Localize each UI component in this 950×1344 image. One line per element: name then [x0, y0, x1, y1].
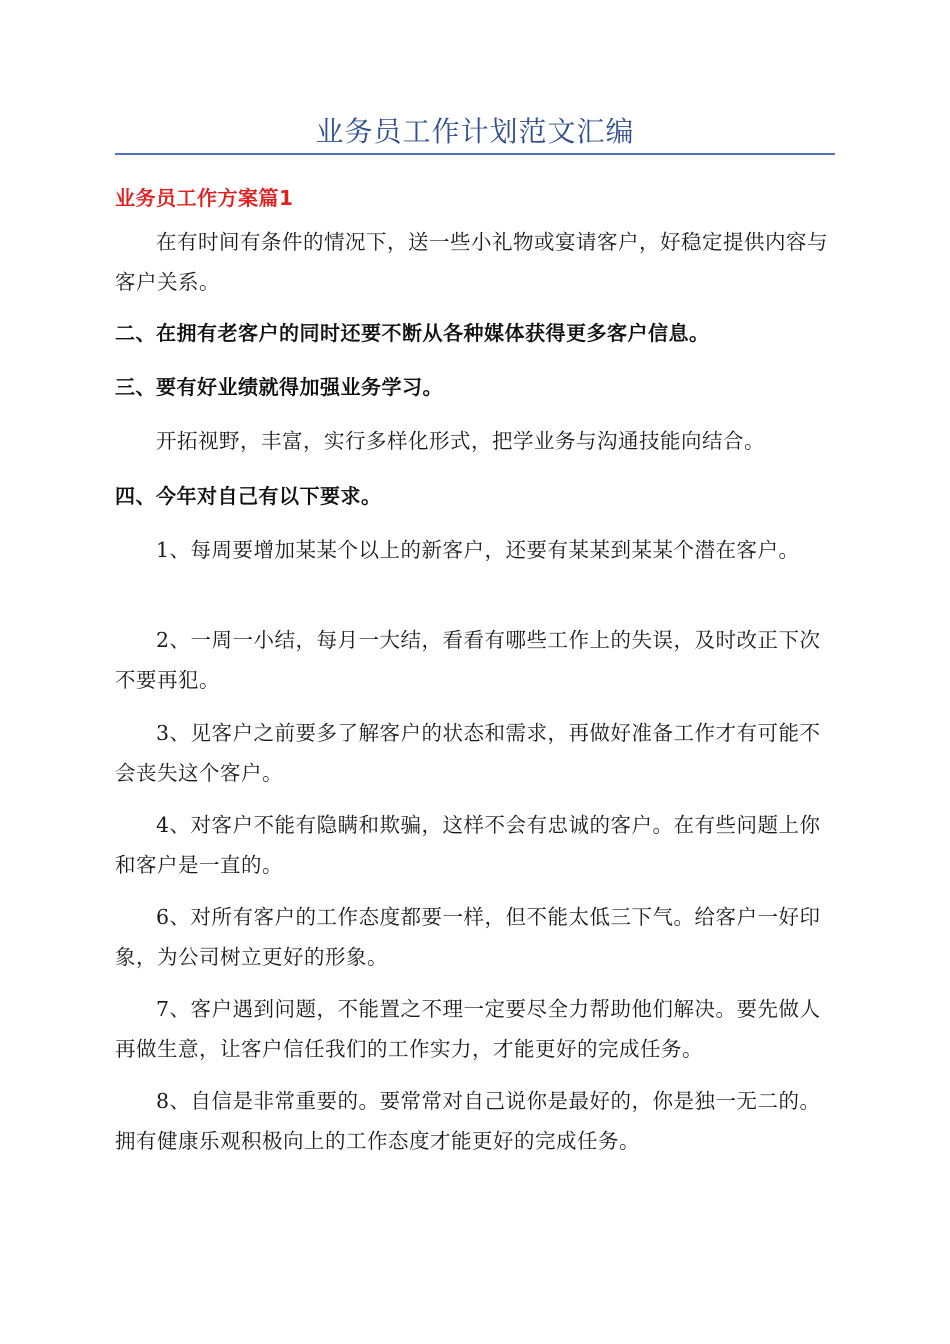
section-heading: 业务员工作方案篇1: [115, 186, 294, 210]
requirement-3: 3、见客户之前要多了解客户的状态和需求，再做好准备工作才有可能不会丧失这个客户。: [115, 721, 821, 785]
requirement-6: 6、对所有客户的工作态度都要一样，但不能太低三下气。给客户一好印象，为公司树立更好的形象。: [115, 905, 821, 969]
paragraph-gift-clients: 在有时间有条件的情况下，送一些小礼物或宴请客户，好稳定提供内容与客户关系。: [115, 230, 828, 294]
requirement-1: 1、每周要增加某某个以上的新客户，还要有某某到某某个潜在客户。: [156, 538, 800, 562]
heading-item-four: 四、今年对自己有以下要求。: [115, 484, 382, 508]
paragraph-broaden-horizons: 开拓视野，丰富，实行多样化形式，把学业务与沟通技能向结合。: [156, 429, 765, 453]
requirement-7: 7、客户遇到问题，不能置之不理一定要尽全力帮助他们解决。要先做人再做生意，让客户信任我们的工作实力，才能更好的完成任务。: [115, 997, 821, 1061]
heading-item-three: 三、要有好业绩就得加强业务学习。: [115, 375, 443, 399]
requirement-8: 8、自信是非常重要的。要常常对自己说你是最好的，你是独一无二的。拥有健康乐观积极向上的工作态度才能更好的完成任务。: [115, 1089, 821, 1153]
title-underline: [115, 153, 835, 155]
requirement-4: 4、对客户不能有隐瞒和欺骗，这样不会有忠诚的客户。在有些问题上你和客户是一直的。: [115, 813, 821, 877]
heading-item-two: 二、在拥有老客户的同时还要不断从各种媒体获得更多客户信息。: [115, 321, 710, 345]
document-title: 业务员工作计划范文汇编: [315, 115, 635, 148]
requirement-2: 2、一周一小结，每月一大结，看看有哪些工作上的失误，及时改正下次不要再犯。: [115, 628, 821, 692]
